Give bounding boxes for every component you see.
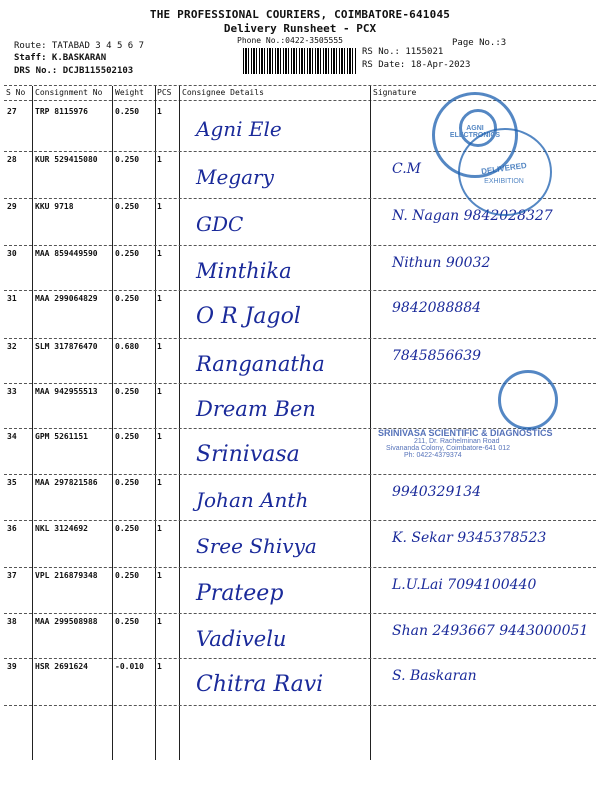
row-sno: 39 <box>7 662 17 671</box>
row-divider <box>4 705 596 706</box>
row-divider <box>4 658 596 659</box>
company-title: THE PROFESSIONAL COURIERS, COIMBATORE-641045 <box>149 8 451 21</box>
row-divider <box>4 338 596 339</box>
row-sno: 38 <box>7 617 17 626</box>
row-pcs: 1 <box>157 249 162 258</box>
row-sno: 27 <box>7 107 17 116</box>
row-divider <box>4 474 596 475</box>
delivered-text: DELIVERED <box>480 160 528 177</box>
exhibition-text: EXHIBITION <box>484 178 524 185</box>
row-sno: 36 <box>7 524 17 533</box>
row-signature-handwritten: C.M <box>392 161 421 177</box>
row-sno: 30 <box>7 249 17 258</box>
row-weight: 0.250 <box>115 202 140 211</box>
row-signature-handwritten: Shan 2493667 9443000051 <box>392 623 589 639</box>
row-signature-handwritten: Nithun 90032 <box>392 255 491 271</box>
row-consignee-handwritten: GDC <box>196 212 244 236</box>
row-consignee-handwritten: Dream Ben <box>196 397 316 421</box>
row-weight: 0.250 <box>115 387 140 396</box>
row-weight: 0.250 <box>115 155 140 164</box>
row-signature-handwritten: N. Nagan 9842028327 <box>392 208 553 224</box>
route-label: Route: TATABAD 3 4 5 6 7 <box>14 41 145 51</box>
row-consignee-handwritten: Prateep <box>196 581 284 606</box>
rs-date: RS Date: 18-Apr-2023 <box>362 60 471 70</box>
row-divider <box>4 520 596 521</box>
row-weight: 0.250 <box>115 571 140 580</box>
row-pcs: 1 <box>157 107 162 116</box>
row-weight: 0.250 <box>115 524 140 533</box>
row-pcs: 1 <box>157 617 162 626</box>
row-weight: 0.250 <box>115 107 140 116</box>
row-consignee-handwritten: Chitra Ravi <box>196 672 324 697</box>
row-consignment-no: MAA 299508988 <box>35 617 98 626</box>
row-consignment-no: VPL 216879348 <box>35 571 98 580</box>
row-sno: 37 <box>7 571 17 580</box>
runsheet-title: Delivery Runsheet - PCX <box>223 22 377 35</box>
row-weight: 0.250 <box>115 249 140 258</box>
srinivasa-address-2: Sivananda Colony, Coimbatore-641 012 <box>386 445 511 452</box>
row-weight: -0.010 <box>115 662 144 671</box>
row-pcs: 1 <box>157 342 162 351</box>
row-consignee-handwritten: Minthika <box>196 259 292 283</box>
srinivasa-seal <box>498 370 558 430</box>
row-sno: 29 <box>7 202 17 211</box>
row-consignee-handwritten: Sree Shivya <box>196 534 317 558</box>
col-pcs: PCS <box>157 88 172 97</box>
row-consignee-handwritten: Srinivasa <box>196 442 300 467</box>
header-divider <box>4 100 596 101</box>
row-sno: 33 <box>7 387 17 396</box>
rs-number: RS No.: 1155021 <box>362 47 444 57</box>
row-signature-handwritten: 7845856639 <box>392 348 482 364</box>
row-consignment-no: HSR 2691624 <box>35 662 88 671</box>
row-consignee-handwritten: O R Jagol <box>196 304 301 329</box>
col-sno: S No <box>6 88 26 97</box>
row-consignment-no: SLM 317876470 <box>35 342 98 351</box>
row-consignment-no: MAA 299064829 <box>35 294 98 303</box>
row-pcs: 1 <box>157 294 162 303</box>
srinivasa-stamp <box>378 428 568 459</box>
row-weight: 0.250 <box>115 294 140 303</box>
row-pcs: 1 <box>157 387 162 396</box>
phone-number: Phone No.:0422-3505555 <box>237 36 343 45</box>
row-divider <box>4 613 596 614</box>
row-signature-handwritten: S. Baskaran <box>392 668 477 684</box>
drs-number: DRS No.: DCJB115502103 <box>14 66 134 76</box>
row-sno: 28 <box>7 155 17 164</box>
row-pcs: 1 <box>157 202 162 211</box>
row-consignment-no: MAA 859449590 <box>35 249 98 258</box>
row-signature-handwritten: 9842088884 <box>392 300 482 316</box>
srinivasa-address-1: 211, Dr. Rachelminan Road <box>414 438 500 445</box>
col-consignee: Consignee Details <box>182 88 264 97</box>
row-consignee-handwritten: Johan Anth <box>196 488 309 512</box>
col-signature: Signature <box>373 88 417 97</box>
row-sno: 34 <box>7 432 17 441</box>
row-sno: 32 <box>7 342 17 351</box>
row-weight: 0.250 <box>115 478 140 487</box>
row-divider <box>4 567 596 568</box>
row-consignment-no: MAA 942955513 <box>35 387 98 396</box>
row-signature-handwritten: 9940329134 <box>392 484 482 500</box>
col-consignment: Consignment No <box>35 88 103 97</box>
row-consignment-no: KUR 529415080 <box>35 155 98 164</box>
row-consignee-handwritten: Ranganatha <box>196 352 325 376</box>
row-divider <box>4 245 596 246</box>
row-consignment-no: TRP 8115976 <box>35 107 88 116</box>
row-weight: 0.250 <box>115 432 140 441</box>
row-pcs: 1 <box>157 432 162 441</box>
page-number: Page No.:3 <box>452 38 507 48</box>
col-weight: Weight <box>115 88 144 97</box>
barcode <box>243 48 357 74</box>
row-consignment-no: MAA 297821586 <box>35 478 98 487</box>
row-sno: 31 <box>7 294 17 303</box>
row-pcs: 1 <box>157 524 162 533</box>
agni-stamp-text: AGNI ELECTRONICS <box>449 125 501 139</box>
row-pcs: 1 <box>157 571 162 580</box>
table-top-border <box>4 85 596 86</box>
row-signature-handwritten: K. Sekar 9345378523 <box>392 530 547 546</box>
row-divider <box>4 290 596 291</box>
row-consignment-no: GPM 5261151 <box>35 432 88 441</box>
row-signature-handwritten: L.U.Lai 7094100440 <box>392 577 537 593</box>
delivered-stamp <box>458 128 552 216</box>
row-consignment-no: KKU 9718 <box>35 202 74 211</box>
row-consignee-handwritten: Vadivelu <box>196 627 287 651</box>
srinivasa-name: SRINIVASA SCIENTIFIC & DIAGNOSTICS <box>378 428 553 438</box>
srinivasa-phone: Ph: 0422-4379374 <box>404 452 462 459</box>
row-pcs: 1 <box>157 478 162 487</box>
row-pcs: 1 <box>157 155 162 164</box>
row-consignee-handwritten: Agni Ele <box>196 117 282 141</box>
row-pcs: 1 <box>157 662 162 671</box>
staff-label: Staff: K.BASKARAN <box>14 53 107 63</box>
row-weight: 0.680 <box>115 342 140 351</box>
row-sno: 35 <box>7 478 17 487</box>
row-consignee-handwritten: Megary <box>196 165 274 189</box>
row-consignment-no: NKL 3124692 <box>35 524 88 533</box>
row-weight: 0.250 <box>115 617 140 626</box>
